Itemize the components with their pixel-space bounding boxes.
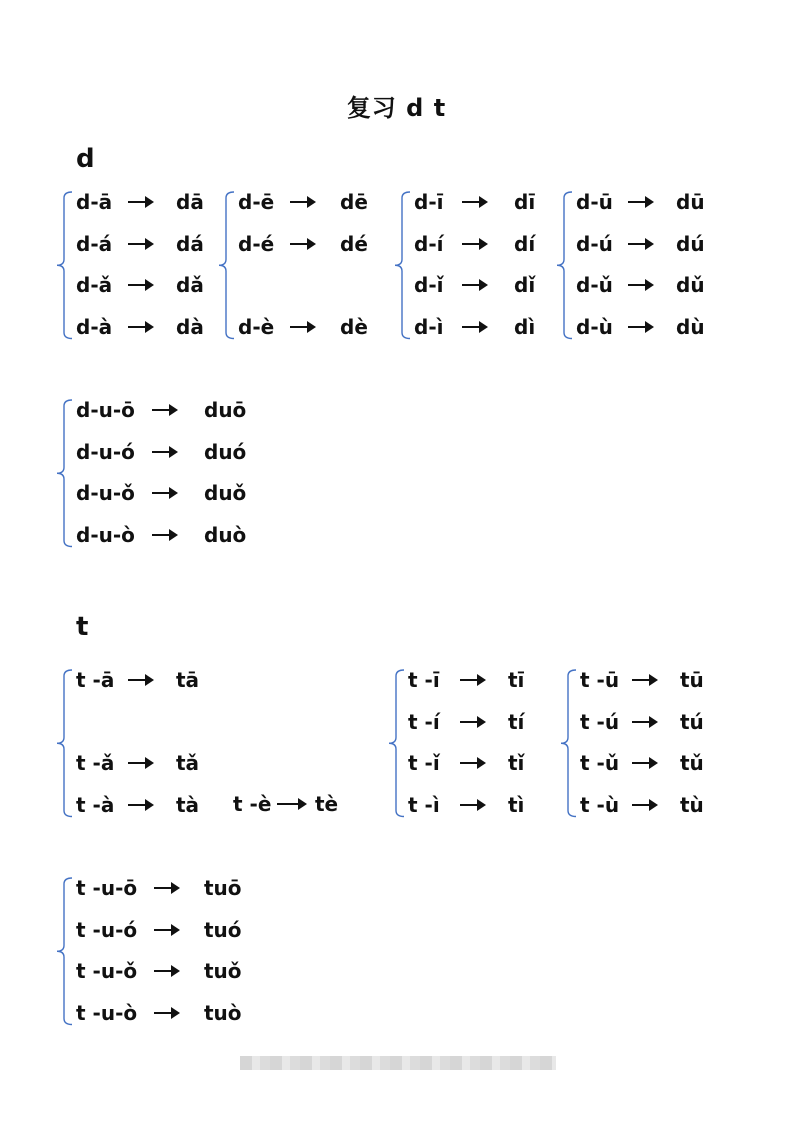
syllable-parts: t -ǐ [408,751,440,775]
curly-brace-icon [218,190,238,341]
syllable-parts: t -ù [580,792,620,817]
syllable-parts: d-è [238,314,275,339]
syllable-parts: d-í [414,231,444,256]
combined-syllable: tǎ [176,751,200,775]
syllable-parts: t -u-ǒ [76,959,138,983]
curly-brace-icon [560,668,580,819]
section-heading-d: d [76,144,95,174]
combined-syllable: dì [514,314,536,339]
combined-syllable: dǔ [676,273,705,297]
arrow-right-icon [632,679,656,681]
combined-syllable: dú [676,231,705,256]
syllable-parts: t -ī [408,668,440,692]
arrow-right-icon [460,804,484,806]
curly-brace-icon [56,190,76,341]
combined-syllable: duó [204,439,247,464]
arrow-right-icon [290,326,314,328]
curly-brace-icon [56,876,76,1027]
combined-syllable: dè [340,314,368,339]
arrow-right-icon [290,243,314,245]
syllable-parts: d-é [238,231,275,256]
combined-syllable: tà [176,792,200,817]
arrow-right-icon [154,887,178,889]
arrow-right-icon [152,534,176,536]
combined-syllable: dá [176,231,204,256]
arrow-right-icon [462,326,486,328]
combined-syllable: duō [204,398,247,422]
arrow-right-icon [460,721,484,723]
arrow-right-icon [128,762,152,764]
syllable-parts: d-ì [414,314,444,339]
syllable-parts: d-u-ō [76,398,135,422]
combined-syllable: tuō [204,876,242,900]
combined-syllable: tū [680,668,704,692]
arrow-right-icon [277,803,305,805]
syllable-parts: d-ù [576,314,613,339]
page-title: 复习 d t [346,94,447,122]
syllable-parts: t -u-ò [76,1000,138,1025]
syllable-parts: t -ā [76,668,115,692]
combined-syllable: tuǒ [204,959,242,983]
syllable-parts: d-ǎ [76,273,113,297]
section-heading-t: t [76,612,89,642]
syllable-parts: t -ú [580,709,620,734]
arrow-right-icon [632,721,656,723]
arrow-right-icon [460,679,484,681]
curly-brace-icon [556,190,576,341]
syllable-parts: t -ǎ [76,751,115,775]
syllable-parts: d-à [76,314,113,339]
syllable-parts: t -ū [580,668,620,692]
arrow-right-icon [154,1012,178,1014]
combined-syllable: tǐ [508,751,525,775]
arrow-right-icon [460,762,484,764]
arrow-right-icon [152,451,176,453]
combined-syllable: tí [508,709,525,734]
curly-brace-icon [394,190,414,341]
combined-syllable: tǔ [680,751,704,775]
combined-syllable: tā [176,668,200,692]
syllable-parts: d-ǐ [414,273,444,297]
curly-brace-icon [56,668,76,819]
combined-syllable: tì [508,792,525,817]
combined-syllable: dī [514,190,536,214]
arrow-right-icon [128,679,152,681]
syllable-parts: d-ú [576,231,613,256]
combined-syllable: dǎ [176,273,204,297]
combined-syllable: duǒ [204,481,247,505]
arrow-right-icon [128,804,152,806]
syllable-parts: t -ǔ [580,751,620,775]
syllable-parts: t -ì [408,792,440,817]
syllable-parts: t -à [76,792,115,817]
combined-syllable: dǐ [514,273,536,297]
syllable-parts: d-u-ǒ [76,481,135,505]
combined-syllable: tuò [204,1000,242,1025]
arrow-right-icon [128,326,152,328]
combined-syllable: dù [676,314,705,339]
combined-syllable: dà [176,314,204,339]
syllable-parts: d-ā [76,190,113,214]
arrow-right-icon [632,804,656,806]
arrow-right-icon [628,201,652,203]
syllable-parts: d-ī [414,190,444,214]
arrow-right-icon [152,492,176,494]
arrow-right-icon [154,929,178,931]
combined-syllable: tè [315,792,339,816]
arrow-right-icon [462,284,486,286]
combined-syllable: dē [340,190,368,214]
arrow-right-icon [290,201,314,203]
arrow-right-icon [128,284,152,286]
arrow-right-icon [632,762,656,764]
combined-syllable: tuó [204,917,242,942]
combined-syllable: tù [680,792,704,817]
syllable-parts: d-u-ò [76,522,135,547]
arrow-right-icon [128,243,152,245]
syllable-parts: d-ǔ [576,273,613,297]
syllable-parts: t -u-ó [76,917,138,942]
arrow-right-icon [462,201,486,203]
syllable-parts: d-u-ó [76,439,135,464]
arrow-right-icon [154,970,178,972]
syllable-parts: d-ū [576,190,613,214]
syllable-parts: d-á [76,231,113,256]
combined-syllable: duò [204,522,247,547]
syllable-parts: d-ē [238,190,275,214]
arrow-right-icon [628,326,652,328]
arrow-right-icon [628,243,652,245]
combined-syllable: dā [176,190,204,214]
combined-syllable: dé [340,231,368,256]
syllable-parts: t -è [233,792,272,816]
arrow-right-icon [462,243,486,245]
combined-syllable: tú [680,709,704,734]
combined-syllable: dí [514,231,536,256]
curly-brace-icon [388,668,408,819]
arrow-right-icon [152,409,176,411]
curly-brace-icon [56,398,76,549]
footer-watermark [240,1056,556,1070]
combined-syllable: dū [676,190,705,214]
arrow-right-icon [628,284,652,286]
syllable-parts: t -u-ō [76,876,138,900]
syllable-parts: t -í [408,709,440,734]
arrow-right-icon [128,201,152,203]
combined-syllable: tī [508,668,525,692]
